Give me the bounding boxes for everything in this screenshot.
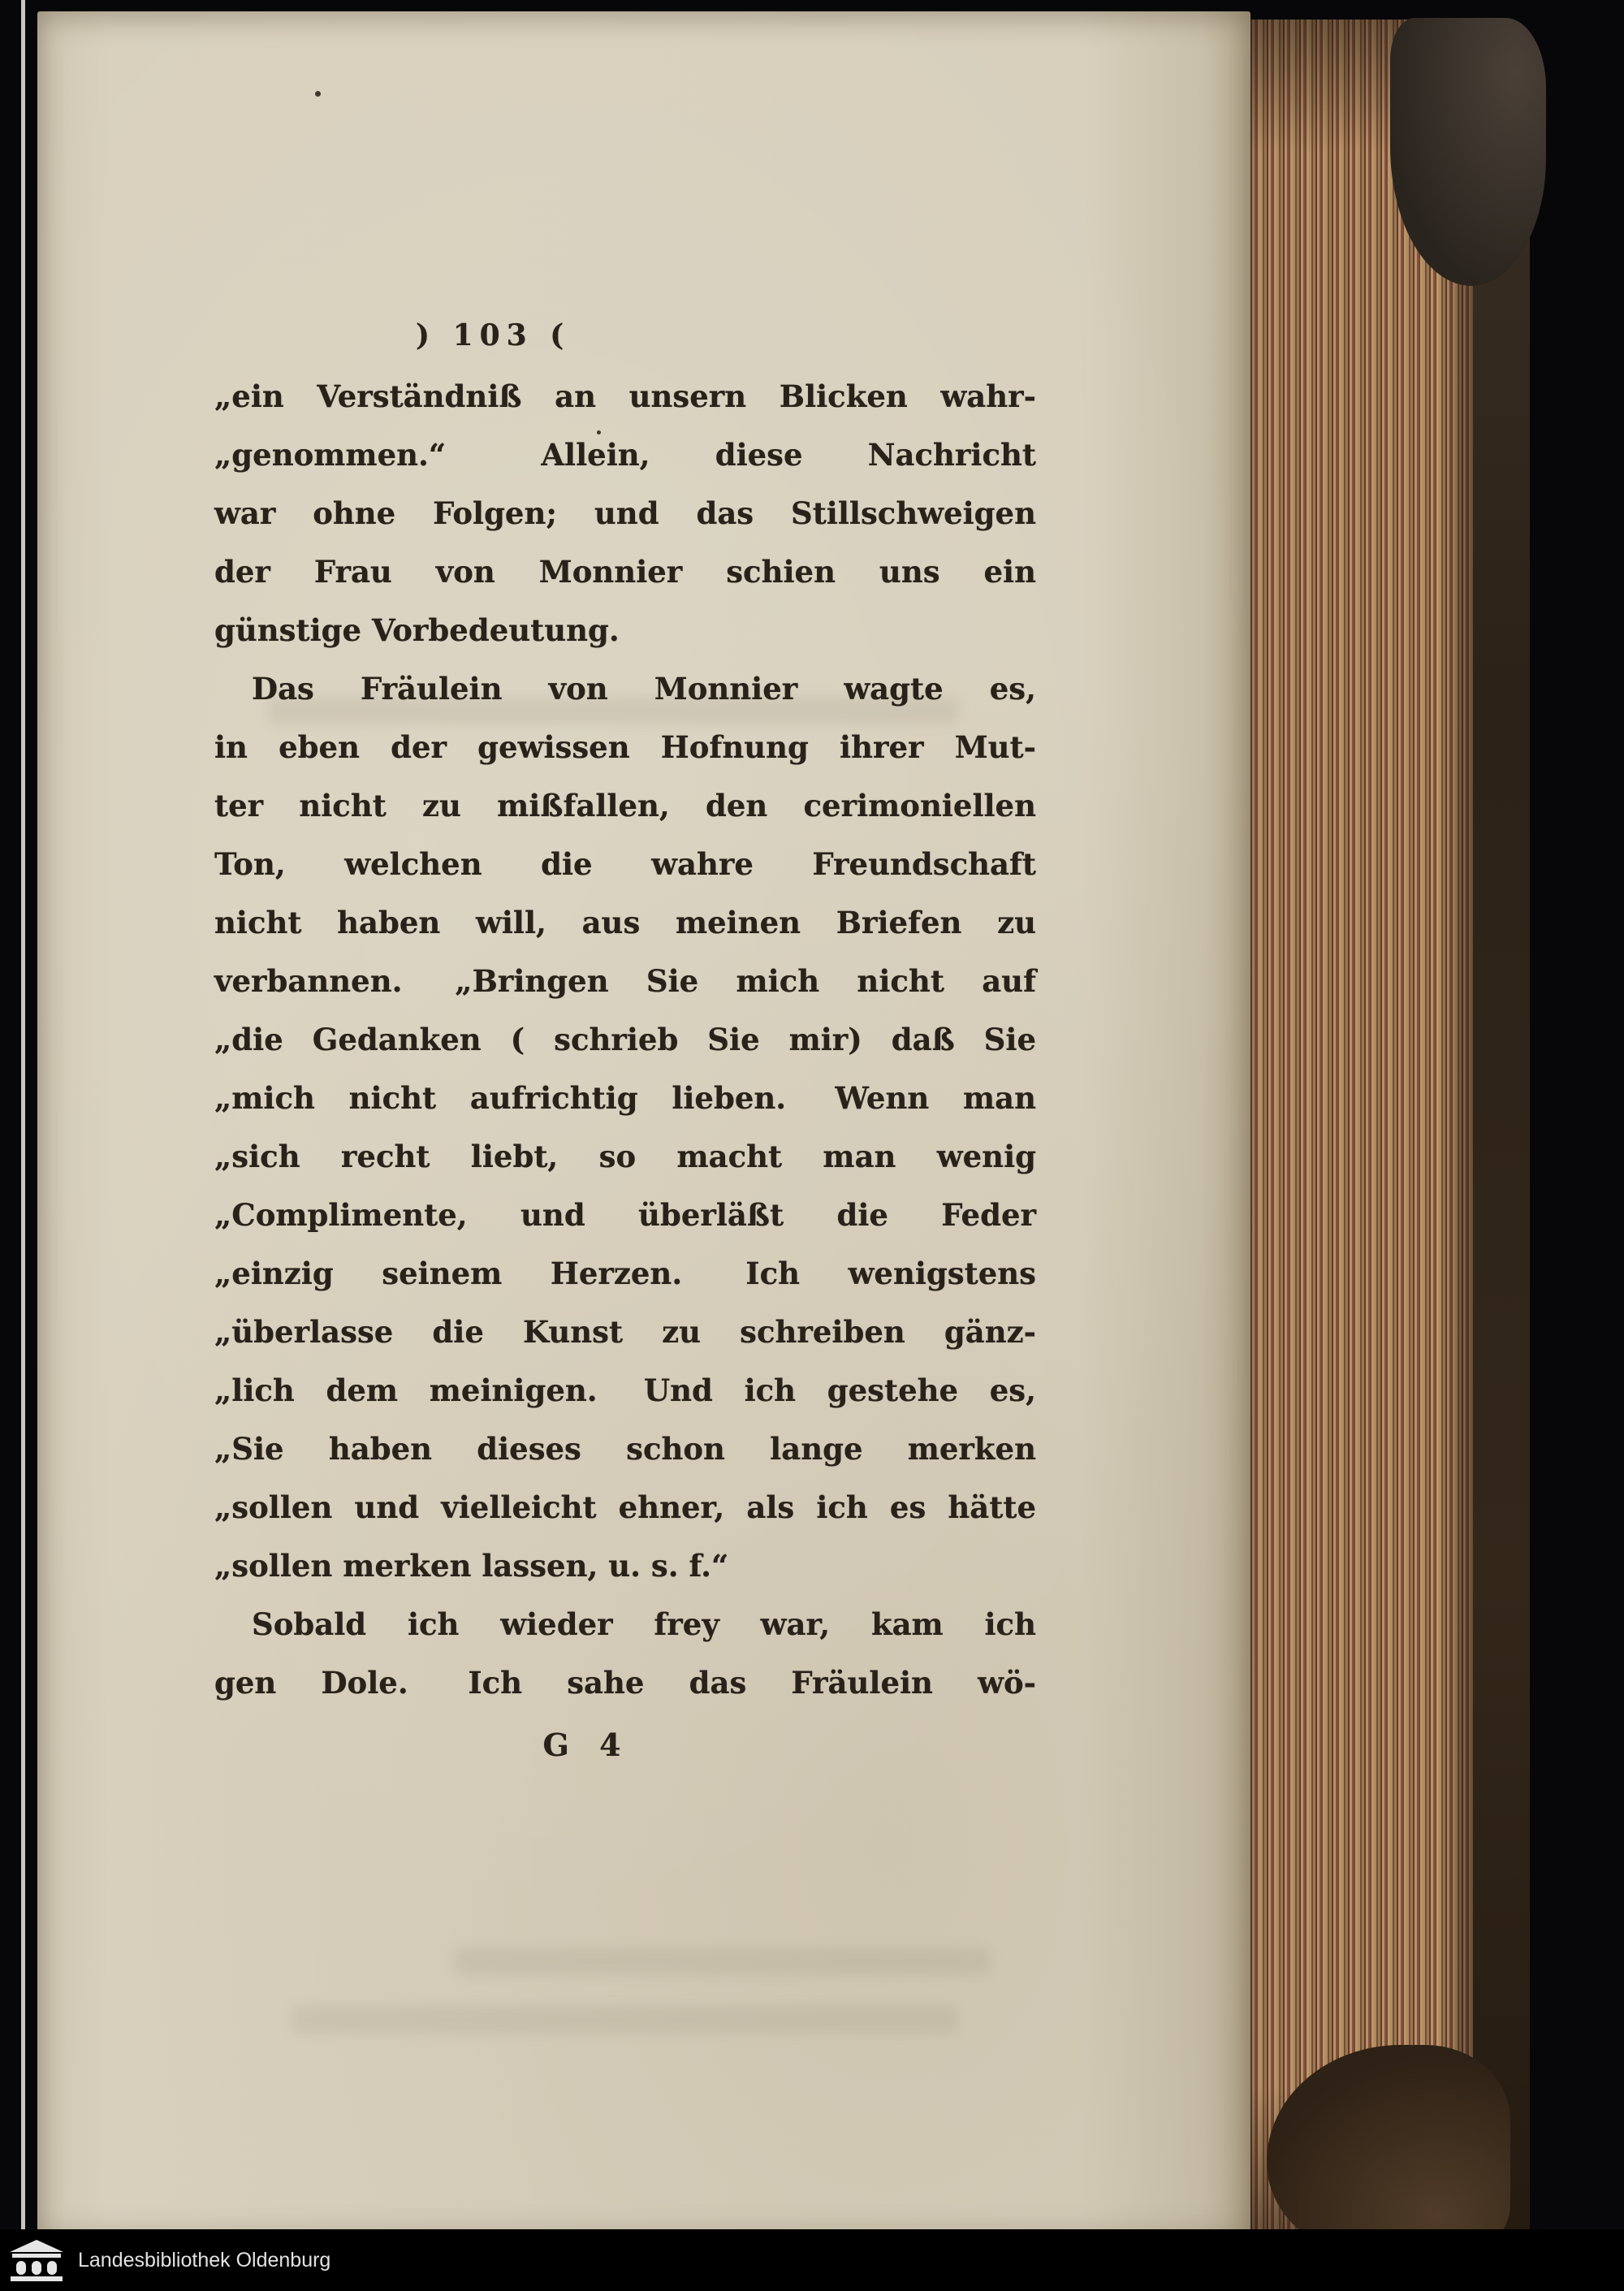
text-line: Ton, welchen die wahre Freundschaft — [214, 846, 1036, 882]
text-line: der Frau von Monnier schien uns ein — [214, 554, 1036, 590]
text-line: „überlasse die Kunst zu schreiben gänz- — [214, 1314, 1036, 1350]
text-line: „genommen.“ Allein, diese Nachricht — [214, 437, 1036, 473]
text-line: nicht haben will, aus meinen Briefen zu — [214, 905, 1036, 940]
text-line: gen Dole. Ich sahe das Fräulein wö- — [214, 1665, 1036, 1701]
text-line: verbannen. „Bringen Sie mich nicht auf — [214, 963, 1036, 999]
text-line: „sich recht liebt, so macht man wenig — [214, 1139, 1036, 1174]
text-line: „Complimente, und überläßt die Feder — [214, 1197, 1036, 1233]
text-line: „einzig seinem Herzen. Ich wenigstens — [214, 1256, 1036, 1291]
scan-edge-line — [21, 0, 25, 2291]
text-line: „die Gedanken ( schrieb Sie mir) daß Sie — [214, 1022, 1036, 1057]
text-line: günstige Vorbedeutung. — [214, 612, 620, 648]
text-line: „mich nicht aufrichtig lieben. Wenn man — [214, 1080, 1036, 1116]
show-through-smudge — [292, 2006, 958, 2034]
ink-speck — [315, 91, 321, 97]
text-line: Das Fräulein von Monnier wagte es, — [252, 671, 1036, 707]
text-line: in eben der gewissen Hofnung ihrer Mut- — [214, 729, 1036, 765]
text-line: war ohne Folgen; und das Stillschweigen — [214, 495, 1036, 531]
show-through-smudge — [455, 1947, 991, 1975]
text-line: Sobald ich wieder frey war, kam ich — [252, 1606, 1036, 1642]
library-logo-icon — [6, 2237, 67, 2283]
text-line: „sollen merken lassen, u. s. f.“ — [214, 1548, 729, 1584]
page-number-header: ) 103 ( — [416, 318, 571, 352]
text-line: „ein Verständniß an unsern Blicken wahr- — [214, 378, 1036, 414]
gathering-signature: G 4 — [542, 1727, 631, 1763]
text-line: „Sie haben dieses schon lange merken — [214, 1431, 1036, 1467]
library-name: Landesbibliothek Oldenburg — [78, 2248, 331, 2272]
page-text-block — [214, 318, 1036, 1763]
page-fore-edge — [1244, 19, 1473, 2241]
text-line: ter nicht zu mißfallen, den cerimoniellen — [214, 788, 1036, 823]
text-line: „sollen und vielleicht ehner, als ich es hätte — [214, 1489, 1036, 1525]
text-line: „lich dem meinigen. Und ich gestehe es, — [214, 1372, 1036, 1408]
digitisation-footer-bar — [0, 2229, 1624, 2291]
